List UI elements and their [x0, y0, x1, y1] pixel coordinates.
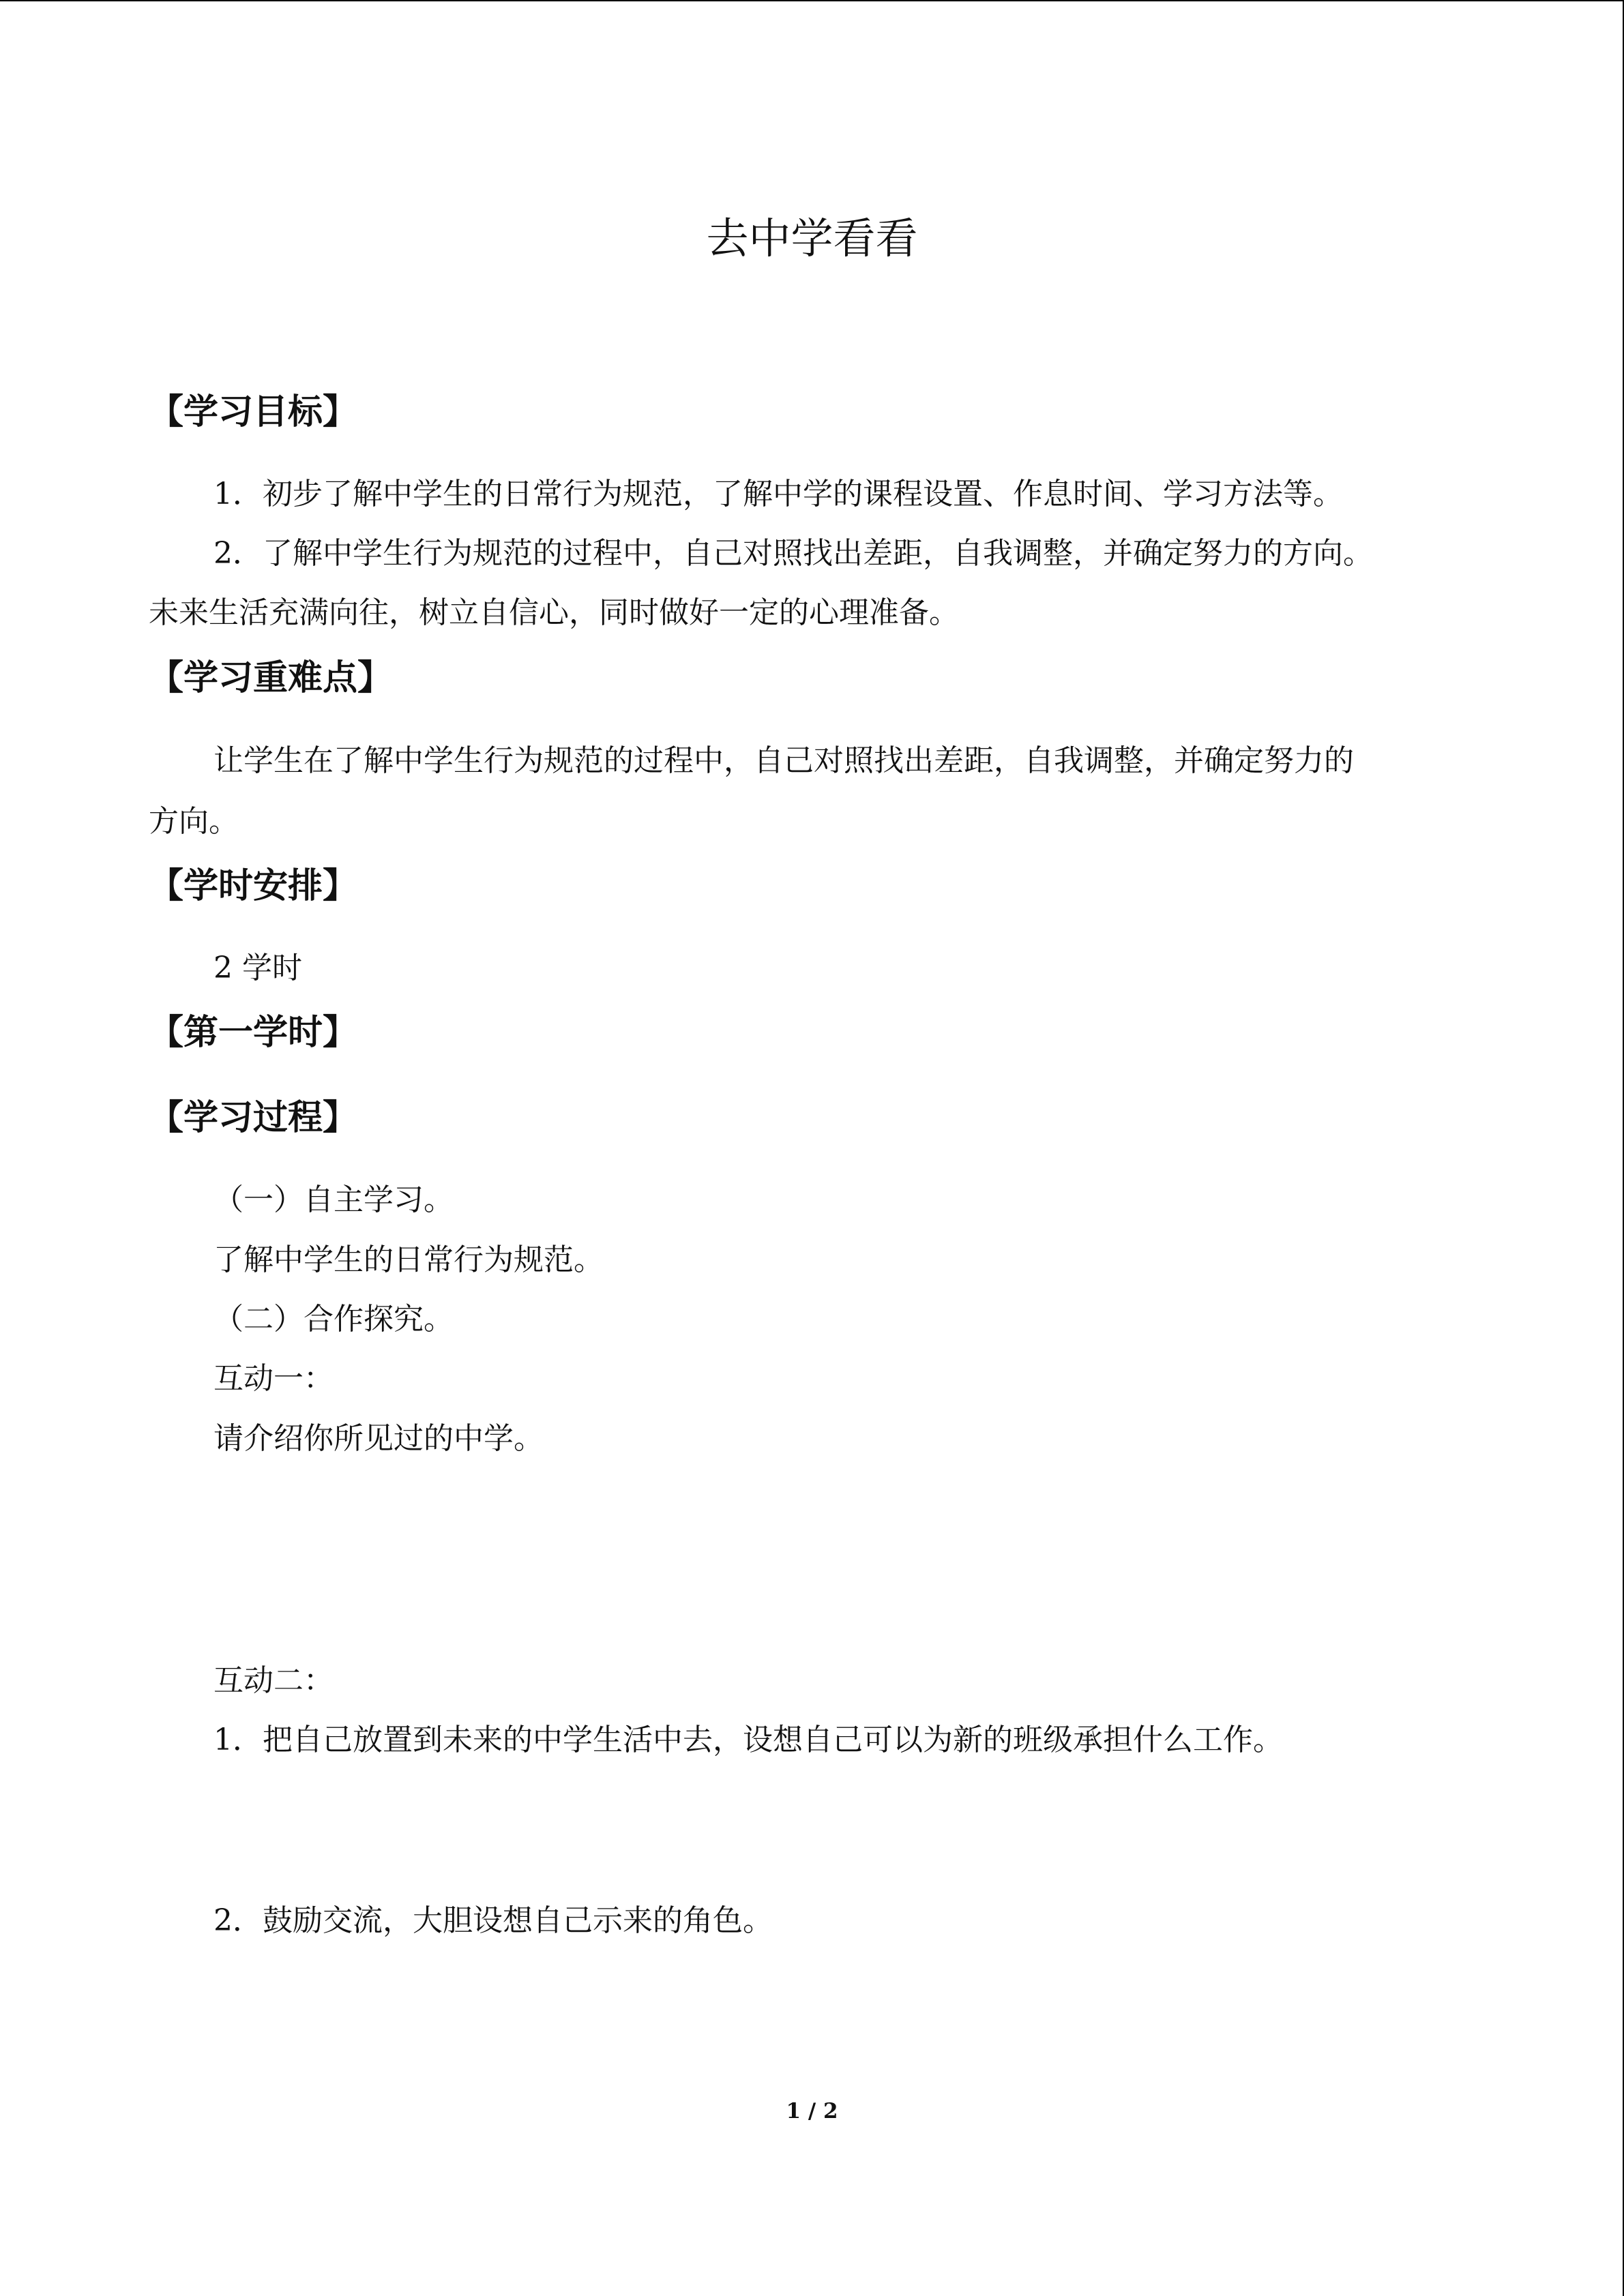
- interaction-2-item-1: 1．把自己放置到未来的中学生活中去，设想自己可以为新的班级承担什么工作。: [213, 1723, 1283, 1757]
- heading-first-period: 【第一学时】: [149, 1013, 358, 1053]
- key-points-line-1: 让学生在了解中学生行为规范的过程中，自己对照找出差距，自我调整，并确定努力的: [213, 743, 1354, 778]
- heading-key-points: 【学习重难点】: [149, 658, 393, 698]
- interaction-1-label: 互动一：: [213, 1361, 334, 1396]
- self-study-heading: （一）自主学习。: [213, 1182, 454, 1217]
- interaction-1-text: 请介绍你所见过的中学。: [213, 1421, 544, 1456]
- heading-schedule: 【学时安排】: [149, 866, 358, 906]
- key-points-line-2: 方向。: [149, 804, 239, 839]
- cooperation-heading: （二）合作探究。: [213, 1302, 454, 1337]
- self-study-text: 了解中学生的日常行为规范。: [213, 1242, 604, 1277]
- objective-item-2-cont: 未来生活充满向往，树立自信心，同时做好一定的心理准备。: [149, 595, 959, 630]
- heading-objectives: 【学习目标】: [149, 392, 358, 432]
- schedule-text: 2 学时: [213, 951, 302, 985]
- objective-item-1: 1．初步了解中学生的日常行为规范，了解中学的课程设置、作息时间、学习方法等。: [213, 477, 1343, 511]
- objective-item-2: 2．了解中学生行为规范的过程中，自己对照找出差距，自我调整，并确定努力的方向。: [213, 536, 1373, 571]
- page-number: 1 / 2: [786, 2099, 838, 2123]
- interaction-2-item-2: 2．鼓励交流，大胆设想自己示来的角色。: [213, 1903, 773, 1938]
- document-title: 去中学看看: [706, 213, 918, 263]
- interaction-2-label: 互动二：: [213, 1663, 334, 1698]
- heading-process: 【学习过程】: [149, 1098, 358, 1138]
